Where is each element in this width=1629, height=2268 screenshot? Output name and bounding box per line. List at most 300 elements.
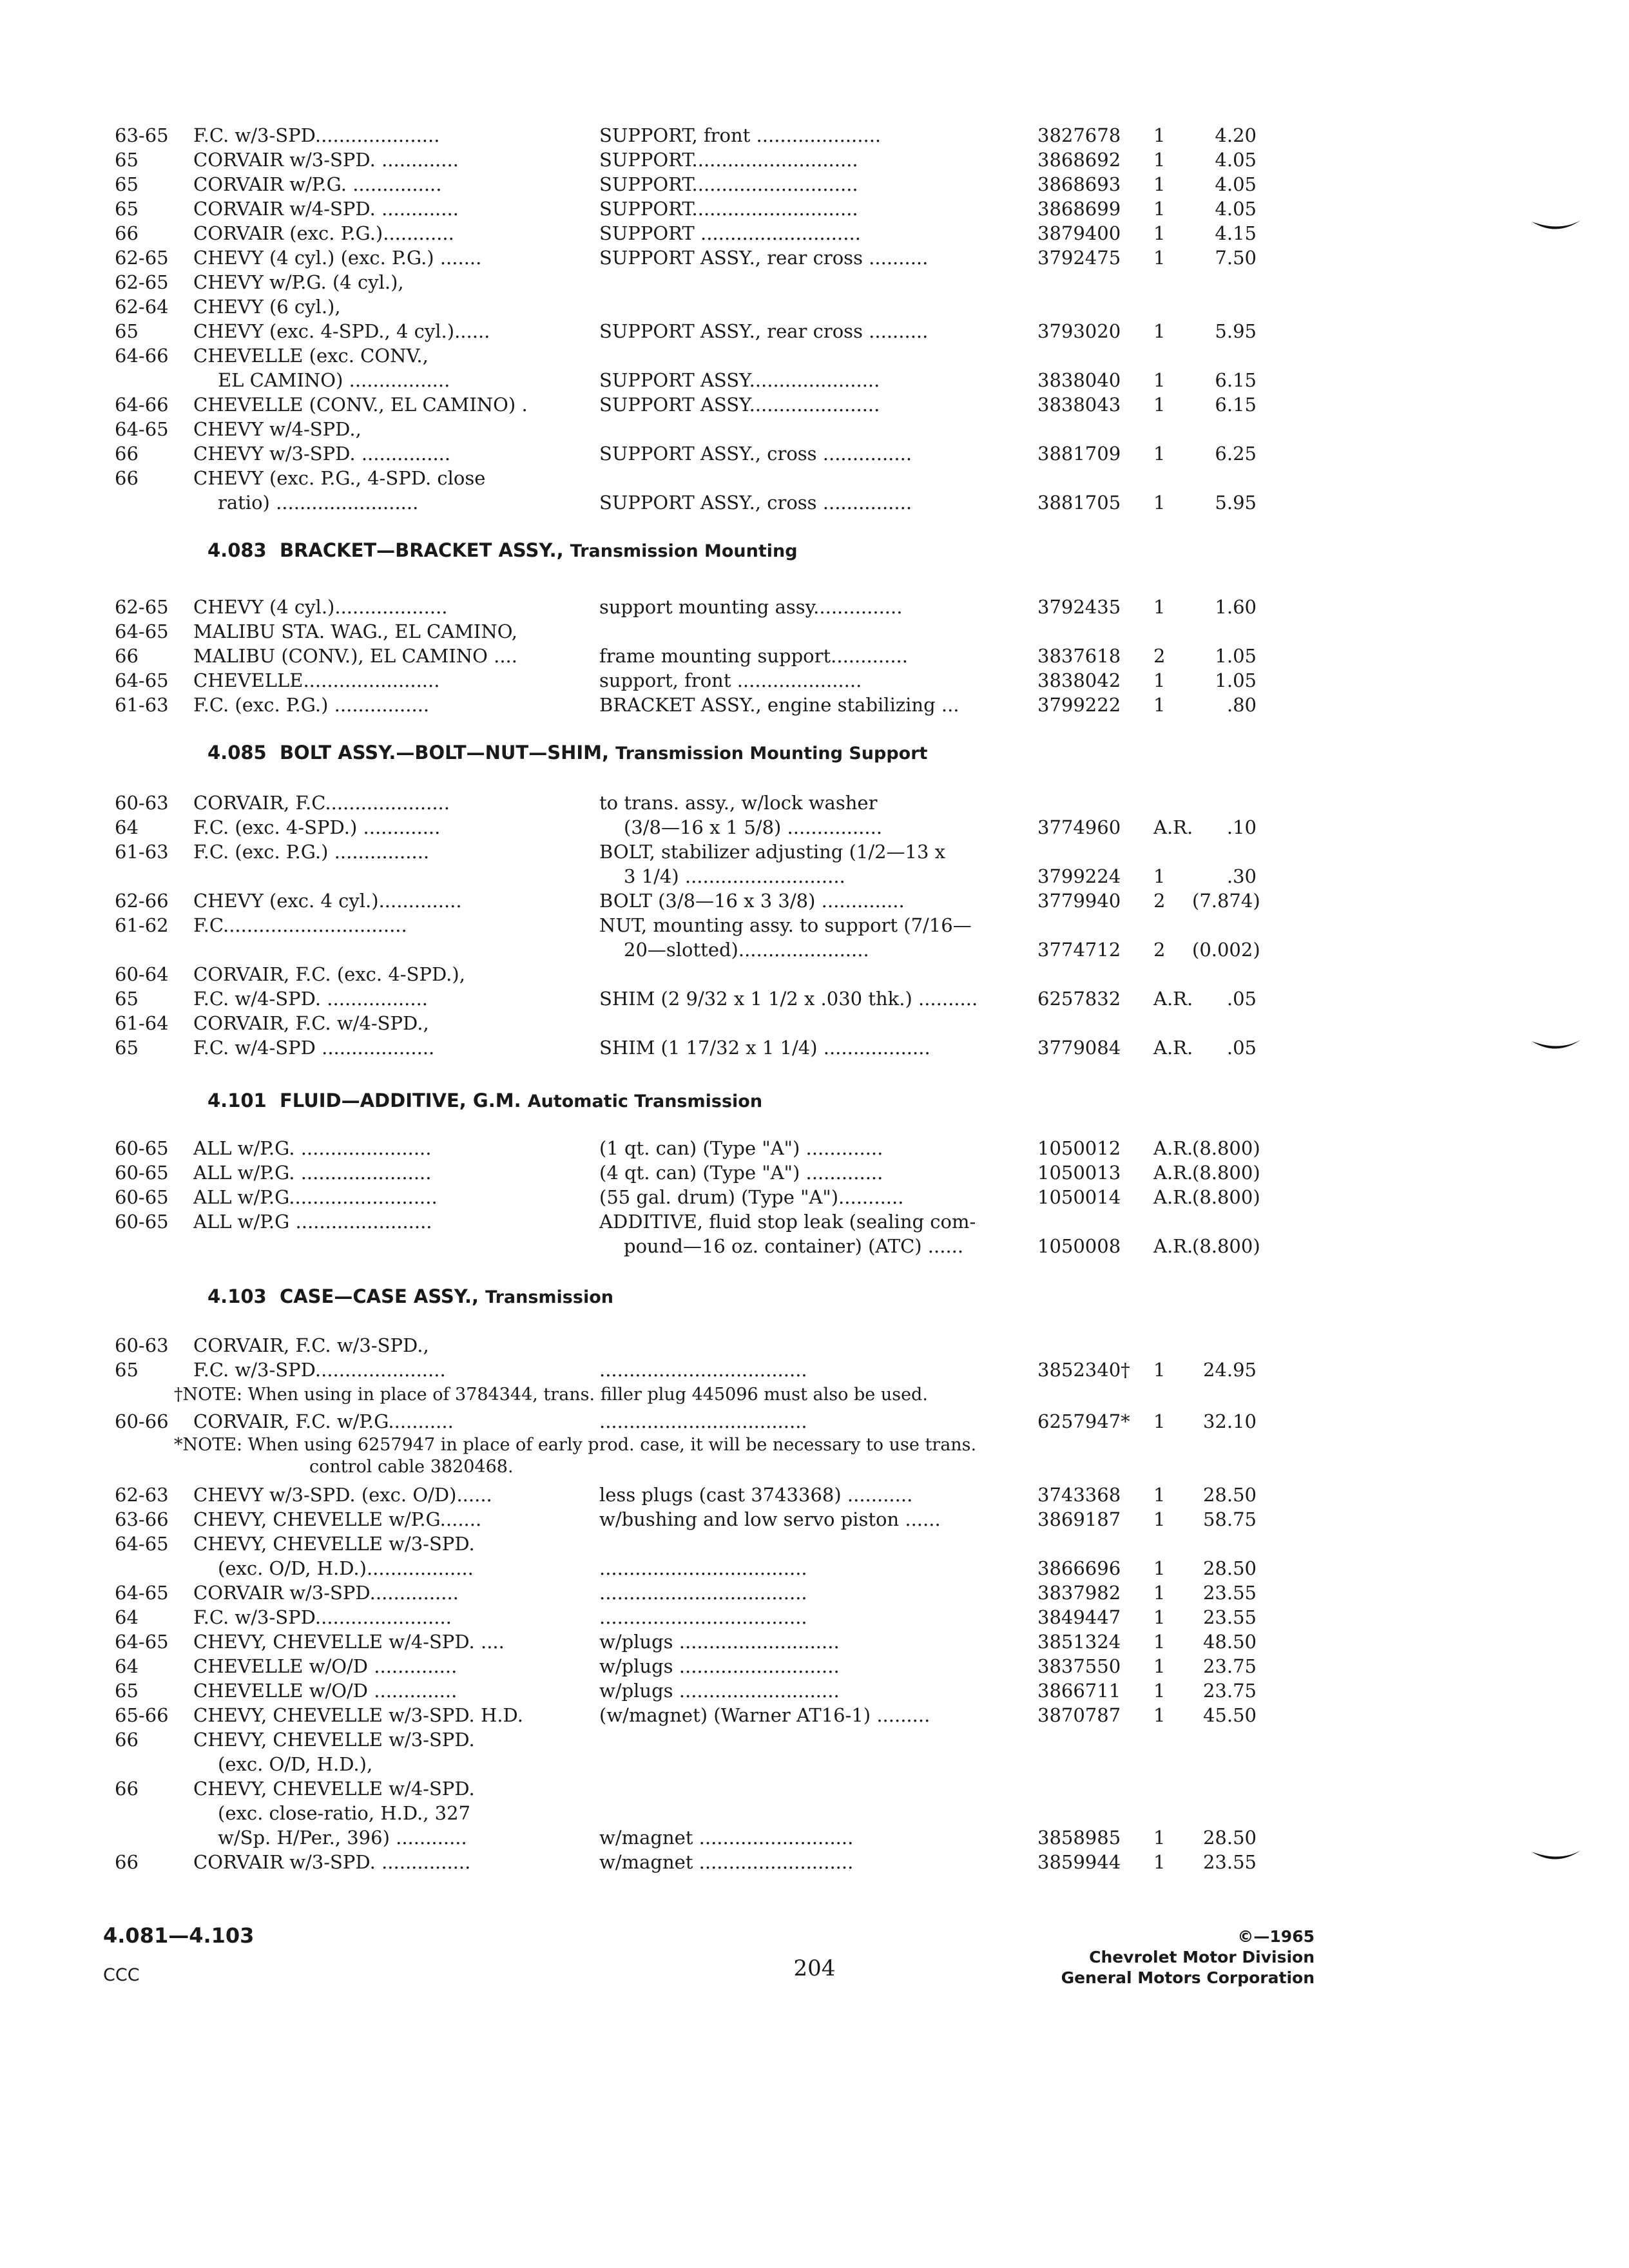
- table-row: [0, 1702, 1629, 1728]
- table-row: [0, 147, 1629, 173]
- application: ALL w/P.G .......................: [193, 1211, 432, 1233]
- price: (8.800): [1192, 1137, 1260, 1159]
- description: ...................................: [599, 1557, 807, 1579]
- application: CHEVY w/3-SPD. (exc. O/D)......: [193, 1484, 492, 1506]
- table-row: [0, 392, 1629, 418]
- price: (0.002): [1192, 939, 1260, 961]
- part-number: 3779940: [1037, 890, 1121, 912]
- part-number: 1050012: [1037, 1137, 1121, 1159]
- price: 4.05: [1215, 198, 1257, 220]
- description: SUPPORT ASSY., cross ...............: [599, 443, 912, 465]
- table-row: [0, 269, 1629, 295]
- description: NUT, mounting assy. to support (7/16—: [599, 914, 972, 936]
- table-row: [0, 490, 1629, 515]
- model-years: 66: [115, 645, 139, 667]
- binding-mark: [1530, 219, 1582, 235]
- part-number: 3879400: [1037, 222, 1121, 244]
- part-number: 3827678: [1037, 124, 1121, 146]
- application: CHEVY, CHEVELLE w/3-SPD. H.D.: [193, 1704, 523, 1726]
- application: MALIBU STA. WAG., EL CAMINO,: [193, 620, 518, 642]
- quantity: 1: [1153, 1631, 1166, 1653]
- section-heading-4083: [207, 536, 798, 564]
- part-number: 3838042: [1037, 669, 1121, 691]
- part-number: 3858985: [1037, 1827, 1121, 1849]
- price: (8.800): [1192, 1186, 1260, 1208]
- description: to trans. assy., w/lock washer: [599, 792, 878, 814]
- application: CORVAIR w/4-SPD. .............: [193, 198, 459, 220]
- price: .80: [1226, 694, 1257, 716]
- quantity: 1: [1153, 596, 1166, 618]
- description: 3 1/4) ...........................: [624, 865, 845, 887]
- section-subtitle: Automatic Transmission: [527, 1091, 763, 1111]
- description: w/plugs ...........................: [599, 1655, 840, 1677]
- description: (3/8—16 x 1 5/8) ................: [624, 816, 883, 838]
- application: CHEVY w/3-SPD. ...............: [193, 443, 451, 465]
- part-number: 3743368: [1037, 1484, 1121, 1506]
- quantity: 2: [1153, 890, 1166, 912]
- model-years: 64-66: [115, 345, 169, 367]
- application: CHEVY, CHEVELLE w/4-SPD.: [193, 1778, 475, 1800]
- description: SUPPORT ASSY., rear cross ..........: [599, 247, 929, 269]
- price: .30: [1226, 865, 1257, 887]
- part-number: 3799224: [1037, 865, 1121, 887]
- model-years: 64-66: [115, 394, 169, 416]
- application: CHEVY, CHEVELLE w/4-SPD. ....: [193, 1631, 505, 1653]
- quantity: 1: [1153, 247, 1166, 269]
- model-years: 64-65: [115, 1582, 169, 1604]
- table-row: [0, 343, 1629, 369]
- description: less plugs (cast 3743368) ...........: [599, 1484, 913, 1506]
- quantity: 1: [1153, 149, 1166, 171]
- price: 4.05: [1215, 173, 1257, 195]
- part-number: 3852340†: [1037, 1359, 1130, 1381]
- corporation-name: General Motors Corporation: [1061, 1968, 1315, 1987]
- section-subtitle: Transmission Mounting Support: [615, 744, 928, 764]
- section-title: BOLT ASSY.—BOLT—NUT—SHIM,: [279, 742, 610, 764]
- table-row: [0, 888, 1629, 914]
- application: CHEVY w/4-SPD.,: [193, 418, 361, 440]
- model-years: 62-65: [115, 247, 169, 269]
- model-years: 66: [115, 443, 139, 465]
- quantity: 1: [1153, 1484, 1166, 1506]
- application: CHEVELLE w/O/D ..............: [193, 1680, 458, 1702]
- part-number: 1050013: [1037, 1162, 1121, 1184]
- application: CHEVY (exc. 4-SPD., 4 cyl.)......: [193, 320, 490, 342]
- application: w/Sp. H/Per., 396) ............: [218, 1827, 467, 1849]
- model-years: 64-65: [115, 620, 169, 642]
- application: CHEVY (4 cyl.) (exc. P.G.) .......: [193, 247, 482, 269]
- quantity: A.R.: [1153, 1037, 1193, 1059]
- price: .05: [1226, 1037, 1257, 1059]
- table-row: [0, 619, 1629, 644]
- quantity: 1: [1153, 222, 1166, 244]
- table-row: [0, 937, 1629, 963]
- description: frame mounting support.............: [599, 645, 908, 667]
- price: 4.05: [1215, 149, 1257, 171]
- model-years: 60-65: [115, 1186, 169, 1208]
- part-number: 3774960: [1037, 816, 1121, 838]
- application: MALIBU (CONV.), EL CAMINO ....: [193, 645, 517, 667]
- description: ...................................: [599, 1606, 807, 1628]
- part-number: 3799222: [1037, 694, 1121, 716]
- quantity: 1: [1153, 669, 1166, 691]
- application: F.C. w/3-SPD......................: [193, 1359, 446, 1381]
- table-row: [0, 196, 1629, 222]
- model-years: 61-63: [115, 694, 169, 716]
- table-row: [0, 1184, 1629, 1210]
- note-trans-cable: *NOTE: When using 6257947 in place of early prod. case, it will be necessary to use trans.: [174, 1435, 977, 1455]
- description: w/magnet ..........................: [599, 1851, 854, 1873]
- price: 1.60: [1215, 596, 1257, 618]
- part-number: 3870787: [1037, 1704, 1121, 1726]
- footer-publisher: [1061, 1927, 1315, 1988]
- part-number: 3793020: [1037, 320, 1121, 342]
- model-years: 66: [115, 1851, 139, 1873]
- quantity: 1: [1153, 124, 1166, 146]
- copyright: ©—1965: [1237, 1927, 1315, 1946]
- note-filler-plug: †NOTE: When using in place of 3784344, trans. filler plug 445096 must also be used.: [174, 1385, 928, 1405]
- table-row: [0, 961, 1629, 987]
- table-row: [0, 220, 1629, 246]
- application: CORVAIR w/P.G. ...............: [193, 173, 442, 195]
- part-number: 3774712: [1037, 939, 1121, 961]
- part-number: 3838040: [1037, 369, 1121, 391]
- binding-mark: [1530, 1849, 1582, 1865]
- quantity: 1: [1153, 492, 1166, 514]
- application: CHEVY, CHEVELLE w/3-SPD.: [193, 1729, 475, 1751]
- model-years: 66: [115, 1778, 139, 1800]
- quantity: 1: [1153, 1508, 1166, 1530]
- price: 28.50: [1202, 1484, 1257, 1506]
- price: 23.55: [1202, 1851, 1257, 1873]
- table-row: [0, 1727, 1629, 1753]
- part-number: 6257947*: [1037, 1410, 1130, 1432]
- application: F.C. w/4-SPD ...................: [193, 1037, 435, 1059]
- quantity: 1: [1153, 1606, 1166, 1628]
- table-row: [0, 1506, 1629, 1532]
- footer-section-range: 4.081—4.103: [103, 1923, 255, 1948]
- part-number: 3868692: [1037, 149, 1121, 171]
- application: CHEVY, CHEVELLE w/3-SPD.: [193, 1533, 475, 1555]
- footer-code: CCC: [103, 1965, 140, 1985]
- part-number: 3849447: [1037, 1606, 1121, 1628]
- description: (4 qt. can) (Type "A") .............: [599, 1162, 883, 1184]
- model-years: 60-64: [115, 963, 169, 985]
- quantity: 1: [1153, 1827, 1166, 1849]
- model-years: 64-65: [115, 669, 169, 691]
- model-years: 63-66: [115, 1508, 169, 1530]
- application: CHEVY w/P.G. (4 cyl.),: [193, 271, 404, 293]
- section-title: BRACKET—BRACKET ASSY.,: [279, 539, 564, 561]
- description: BRACKET ASSY., engine stabilizing ...: [599, 694, 959, 716]
- quantity: 1: [1153, 865, 1166, 887]
- application: CORVAIR, F.C. w/3-SPD.,: [193, 1334, 429, 1356]
- application: F.C. (exc. P.G.) ................: [193, 841, 430, 863]
- table-row: [0, 1233, 1629, 1259]
- price: 5.95: [1215, 320, 1257, 342]
- price: 4.15: [1215, 222, 1257, 244]
- section-heading-4101: [207, 1086, 762, 1115]
- quantity: 1: [1153, 1680, 1166, 1702]
- table-row: [0, 814, 1629, 840]
- application: CHEVY (exc. P.G., 4-SPD. close: [193, 467, 486, 489]
- quantity: 1: [1153, 443, 1166, 465]
- description: SUPPORT............................: [599, 149, 858, 171]
- application: CHEVY (exc. 4 cyl.)..............: [193, 890, 462, 912]
- table-row: [0, 912, 1629, 938]
- application: CHEVY (6 cyl.),: [193, 296, 341, 318]
- model-years: 61-63: [115, 841, 169, 863]
- model-years: 64: [115, 1606, 139, 1628]
- table-row: [0, 367, 1629, 393]
- model-years: 62-65: [115, 271, 169, 293]
- quantity: 1: [1153, 1359, 1166, 1381]
- table-row: [0, 1482, 1629, 1508]
- price: (8.800): [1192, 1235, 1260, 1257]
- table-row: [0, 1849, 1629, 1875]
- application: ALL w/P.G. ......................: [193, 1137, 432, 1159]
- table-row: [0, 1135, 1629, 1161]
- quantity: A.R.: [1153, 1186, 1193, 1208]
- division-name: Chevrolet Motor Division: [1089, 1948, 1315, 1966]
- description: SUPPORT, front .....................: [599, 124, 882, 146]
- model-years: 64-65: [115, 1631, 169, 1653]
- model-years: 66: [115, 467, 139, 489]
- price: 6.25: [1215, 443, 1257, 465]
- application: CORVAIR w/3-SPD. ...............: [193, 1851, 471, 1873]
- model-years: 65: [115, 1037, 139, 1059]
- section-number: 4.083: [207, 539, 267, 561]
- application: CHEVELLE.......................: [193, 669, 440, 691]
- quantity: A.R.: [1153, 816, 1193, 838]
- application: CHEVY (4 cyl.)...................: [193, 596, 448, 618]
- application: F.C. w/3-SPD.....................: [193, 124, 440, 146]
- description: SUPPORT............................: [599, 198, 858, 220]
- part-number: 3859944: [1037, 1851, 1121, 1873]
- part-number: 3851324: [1037, 1631, 1121, 1653]
- quantity: 1: [1153, 1557, 1166, 1579]
- price: 4.20: [1215, 124, 1257, 146]
- model-years: 64: [115, 1655, 139, 1677]
- quantity: 1: [1153, 694, 1166, 716]
- price: 24.95: [1202, 1359, 1257, 1381]
- section-number: 4.085: [207, 742, 267, 764]
- table-row: [0, 863, 1629, 889]
- application: ALL w/P.G. ......................: [193, 1162, 432, 1184]
- application: F.C...............................: [193, 914, 407, 936]
- description: SUPPORT ASSY., rear cross ..........: [599, 320, 929, 342]
- part-number: 6257832: [1037, 988, 1121, 1010]
- table-row: [0, 465, 1629, 491]
- price: 5.95: [1215, 492, 1257, 514]
- table-row: [0, 245, 1629, 271]
- part-number: 3792475: [1037, 247, 1121, 269]
- table-row: [0, 1653, 1629, 1679]
- description: SUPPORT............................: [599, 173, 858, 195]
- quantity: 1: [1153, 369, 1166, 391]
- description: support, front .....................: [599, 669, 862, 691]
- price: .10: [1226, 816, 1257, 838]
- quantity: 2: [1153, 939, 1166, 961]
- application: ALL w/P.G.........................: [193, 1186, 438, 1208]
- description: BOLT (3/8—16 x 3 3/8) ..............: [599, 890, 905, 912]
- section-subtitle: Transmission Mounting: [570, 541, 798, 561]
- section-subtitle: Transmission: [485, 1287, 613, 1307]
- table-row: [0, 1408, 1629, 1434]
- model-years: 66: [115, 222, 139, 244]
- application: CHEVELLE (exc. CONV.,: [193, 345, 429, 367]
- quantity: 1: [1153, 1582, 1166, 1604]
- model-years: 62-66: [115, 890, 169, 912]
- part-number: 3837550: [1037, 1655, 1121, 1677]
- part-number: 3866711: [1037, 1680, 1121, 1702]
- part-number: 3881709: [1037, 443, 1121, 465]
- table-row: [0, 1357, 1629, 1383]
- application: CORVAIR, F.C. w/4-SPD.,: [193, 1012, 429, 1034]
- description: ...................................: [599, 1410, 807, 1432]
- quantity: 1: [1153, 394, 1166, 416]
- part-number: 3869187: [1037, 1508, 1121, 1530]
- price: 6.15: [1215, 369, 1257, 391]
- table-row: [0, 416, 1629, 442]
- quantity: 2: [1153, 645, 1166, 667]
- model-years: 65-66: [115, 1704, 169, 1726]
- part-number: 1050008: [1037, 1235, 1121, 1257]
- table-row: [0, 1209, 1629, 1235]
- model-years: 62-65: [115, 596, 169, 618]
- table-row: [0, 441, 1629, 466]
- application: F.C. w/4-SPD. .................: [193, 988, 429, 1010]
- application: CHEVELLE w/O/D ..............: [193, 1655, 458, 1677]
- section-title: FLUID—ADDITIVE, G.M.: [279, 1090, 521, 1111]
- price: 1.05: [1215, 645, 1257, 667]
- part-number: 3866696: [1037, 1557, 1121, 1579]
- table-row: [0, 1604, 1629, 1630]
- price: 58.75: [1202, 1508, 1257, 1530]
- table-row: [0, 1678, 1629, 1704]
- application: CORVAIR (exc. P.G.)............: [193, 222, 454, 244]
- model-years: 60-65: [115, 1137, 169, 1159]
- application: F.C. (exc. 4-SPD.) .............: [193, 816, 441, 838]
- description: w/magnet ..........................: [599, 1827, 854, 1849]
- model-years: 64-65: [115, 418, 169, 440]
- model-years: 60-63: [115, 1334, 169, 1356]
- price: 45.50: [1202, 1704, 1257, 1726]
- price: 48.50: [1202, 1631, 1257, 1653]
- price: (7.874): [1192, 890, 1260, 912]
- description: w/plugs ...........................: [599, 1631, 840, 1653]
- page-number: 204: [793, 1956, 836, 1981]
- section-number: 4.101: [207, 1090, 267, 1111]
- model-years: 65: [115, 173, 139, 195]
- part-number: 1050014: [1037, 1186, 1121, 1208]
- model-years: 65: [115, 988, 139, 1010]
- application: CORVAIR, F.C. w/P.G...........: [193, 1410, 454, 1432]
- part-number: 3792435: [1037, 596, 1121, 618]
- description: support mounting assy...............: [599, 596, 903, 618]
- price: 32.10: [1202, 1410, 1257, 1432]
- quantity: A.R.: [1153, 1137, 1193, 1159]
- application: CORVAIR w/3-SPD. .............: [193, 149, 459, 171]
- model-years: 62-64: [115, 296, 169, 318]
- table-row: [0, 1629, 1629, 1655]
- quantity: 1: [1153, 1704, 1166, 1726]
- quantity: 1: [1153, 320, 1166, 342]
- price: 23.75: [1202, 1655, 1257, 1677]
- description: SHIM (2 9/32 x 1 1/2 x .030 thk.) ..........: [599, 988, 978, 1010]
- description: ...................................: [599, 1582, 807, 1604]
- application: (exc. O/D, H.D.),: [218, 1753, 373, 1775]
- table-row: [0, 668, 1629, 693]
- description: ADDITIVE, fluid stop leak (sealing com-: [599, 1211, 976, 1233]
- section-number: 4.103: [207, 1285, 267, 1307]
- model-years: 62-63: [115, 1484, 169, 1506]
- application: ratio) ........................: [218, 492, 419, 514]
- price: 6.15: [1215, 394, 1257, 416]
- price: 23.55: [1202, 1606, 1257, 1628]
- binding-mark: [1530, 1039, 1582, 1054]
- section-title: CASE—CASE ASSY.,: [279, 1285, 479, 1307]
- table-row: [0, 1580, 1629, 1606]
- price: (8.800): [1192, 1162, 1260, 1184]
- model-years: 60-65: [115, 1211, 169, 1233]
- part-number: 3868693: [1037, 173, 1121, 195]
- model-years: 65: [115, 1359, 139, 1381]
- part-number: 3868699: [1037, 198, 1121, 220]
- table-row: [0, 986, 1629, 1012]
- quantity: 1: [1153, 1655, 1166, 1677]
- model-years: 61-62: [115, 914, 169, 936]
- part-number: 3837618: [1037, 645, 1121, 667]
- application: CHEVELLE (CONV., EL CAMINO) .: [193, 394, 528, 416]
- quantity: A.R.: [1153, 1162, 1193, 1184]
- quantity: A.R.: [1153, 1235, 1193, 1257]
- price: 7.50: [1215, 247, 1257, 269]
- table-row: [0, 1751, 1629, 1777]
- table-row: [0, 1035, 1629, 1061]
- price: .05: [1226, 988, 1257, 1010]
- description: SHIM (1 17/32 x 1 1/4) ..................: [599, 1037, 930, 1059]
- table-row: [0, 594, 1629, 620]
- model-years: 65: [115, 320, 139, 342]
- table-row: [0, 1555, 1629, 1581]
- model-years: 60-66: [115, 1410, 169, 1432]
- part-number: 3881705: [1037, 492, 1121, 514]
- table-row: [0, 1531, 1629, 1557]
- model-years: 66: [115, 1729, 139, 1751]
- price: 1.05: [1215, 669, 1257, 691]
- application: F.C. (exc. P.G.) ................: [193, 694, 430, 716]
- application: CORVAIR, F.C.....................: [193, 792, 450, 814]
- model-years: 61-64: [115, 1012, 169, 1034]
- table-row: [0, 643, 1629, 669]
- quantity: 1: [1153, 173, 1166, 195]
- description: BOLT, stabilizer adjusting (1/2—13 x: [599, 841, 946, 863]
- model-years: 65: [115, 149, 139, 171]
- table-row: [0, 1776, 1629, 1802]
- application: (exc. close-ratio, H.D., 327: [218, 1802, 471, 1824]
- model-years: 60-63: [115, 792, 169, 814]
- table-row: [0, 122, 1629, 148]
- model-years: 64: [115, 816, 139, 838]
- application: CHEVY, CHEVELLE w/P.G.......: [193, 1508, 482, 1530]
- model-years: 65: [115, 1680, 139, 1702]
- description: w/bushing and low servo piston ......: [599, 1508, 941, 1530]
- application: F.C. w/3-SPD.......................: [193, 1606, 452, 1628]
- description: w/plugs ...........................: [599, 1680, 840, 1702]
- description: SUPPORT ...........................: [599, 222, 861, 244]
- model-years: 63-65: [115, 124, 169, 146]
